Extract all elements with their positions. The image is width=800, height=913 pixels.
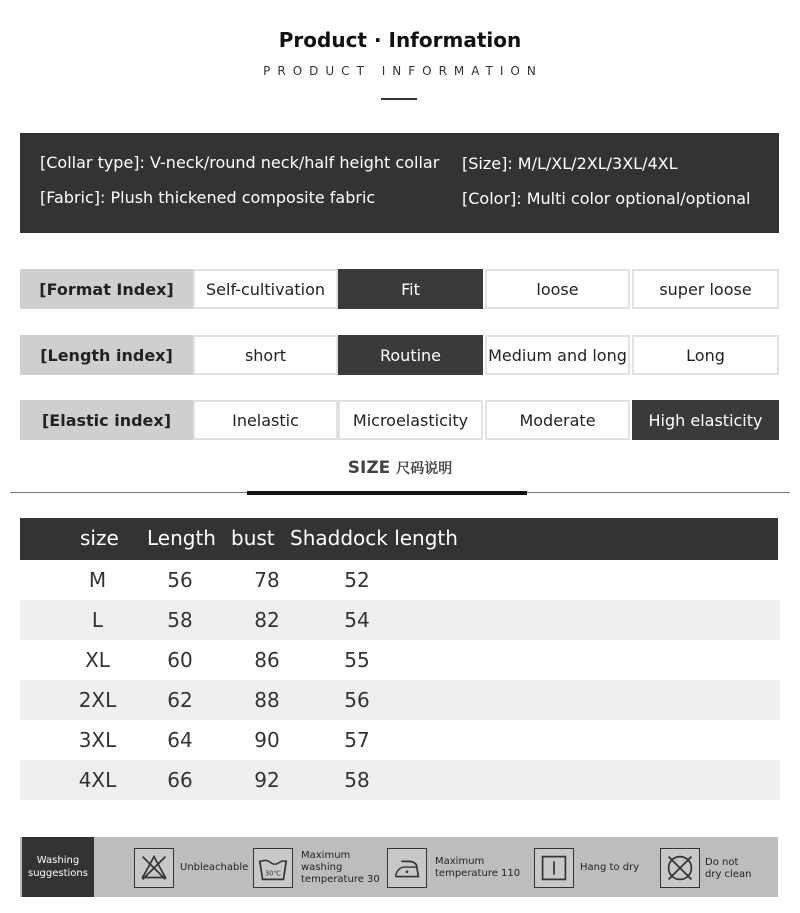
cell-bust: 92: [254, 768, 280, 792]
fabric-text: [Fabric]: Plush thickened composite fabric: [40, 188, 376, 207]
hang-dry-text: Hang to dry: [580, 862, 640, 873]
cell-shaddock-length: 56: [344, 688, 370, 712]
product-info-box: [20, 133, 779, 233]
col-header-size: size: [80, 526, 119, 550]
cell-size: L: [91, 608, 104, 632]
page-subtitle: PRODUCT INFORMATION: [263, 64, 543, 78]
length-index-row: [20, 335, 780, 377]
length-option: Medium and long: [485, 335, 630, 375]
hang-dry-icon: [534, 848, 574, 888]
color-text: [Color]: Multi color optional/optional: [462, 189, 751, 208]
cell-length: 56: [167, 568, 193, 592]
page-title: Product · Information: [278, 28, 522, 52]
cell-size: 2XL: [78, 688, 117, 712]
wash-30-text: Maximum washing temperature 30: [301, 850, 380, 885]
cell-shaddock-length: 58: [344, 768, 370, 792]
size-title-text: SIZE: [347, 458, 391, 478]
cell-length: 66: [167, 768, 193, 792]
length-option: Long: [632, 335, 779, 375]
cell-bust: 88: [254, 688, 280, 712]
no-bleach-text: Unbleachable: [180, 862, 249, 873]
cell-shaddock-length: 55: [344, 648, 370, 672]
no-dry-clean-icon: [660, 848, 700, 888]
format-index-row: [20, 269, 780, 311]
no-bleach-icon: [134, 848, 174, 888]
table-row: [20, 640, 780, 680]
wash-30-icon-text: 30℃: [265, 869, 281, 878]
cell-bust: 86: [254, 648, 280, 672]
format-option: Self-cultivation: [193, 269, 338, 309]
collar-type-text: [Collar type]: V-neck/round neck/half height collar: [40, 153, 440, 172]
cell-length: 60: [167, 648, 193, 672]
elastic-option: Moderate: [485, 400, 630, 440]
cell-shaddock-length: 54: [344, 608, 370, 632]
size-range-text: [Size]: M/L/XL/2XL/3XL/4XL: [462, 154, 678, 173]
cell-shaddock-length: 57: [344, 728, 370, 752]
cell-length: 64: [167, 728, 193, 752]
cell-size: 3XL: [78, 728, 117, 752]
cell-bust: 82: [254, 608, 280, 632]
table-row: [20, 760, 780, 800]
table-row: [20, 600, 780, 640]
elastic-option: Microelasticity: [338, 400, 483, 440]
elastic-option-selected: High elasticity: [632, 400, 779, 440]
cell-size: XL: [85, 648, 110, 672]
elastic-option: Inelastic: [193, 400, 338, 440]
size-table-header: [20, 518, 778, 560]
size-title-zh: 尺码说明: [396, 461, 453, 477]
cell-bust: 90: [254, 728, 280, 752]
elastic-index-label: [Elastic index]: [20, 400, 193, 440]
table-row: [20, 680, 780, 720]
col-header-shaddock-length: Shaddock length: [290, 526, 458, 550]
length-option-selected: Routine: [338, 335, 483, 375]
format-option: loose: [485, 269, 630, 309]
col-header-bust: bust: [231, 526, 275, 550]
cell-shaddock-length: 52: [344, 568, 370, 592]
table-row: [20, 720, 780, 760]
washing-suggestions-label: [22, 837, 94, 897]
size-divider-accent: [247, 491, 527, 495]
cell-length: 58: [167, 608, 193, 632]
table-row: [20, 560, 780, 600]
washing-label-text: Washing suggestions: [28, 854, 88, 879]
washing-suggestions-bar: [20, 837, 778, 897]
no-dry-clean-text: Do not dry clean: [705, 857, 752, 880]
col-header-length: Length: [147, 526, 216, 550]
size-section-title: [0, 458, 800, 478]
format-option-selected: Fit: [338, 269, 483, 309]
cell-size: 4XL: [78, 768, 117, 792]
cell-length: 62: [167, 688, 193, 712]
cell-bust: 78: [254, 568, 280, 592]
elastic-index-row: [20, 400, 780, 442]
wash-30-icon: [253, 848, 293, 888]
format-index-label: [Format Index]: [20, 269, 193, 309]
length-index-label: [Length index]: [20, 335, 193, 375]
iron-icon: [387, 848, 427, 888]
length-option: short: [193, 335, 338, 375]
title-divider: [381, 98, 417, 100]
cell-size: M: [88, 568, 107, 592]
format-option: super loose: [632, 269, 779, 309]
iron-text: Maximum temperature 110: [435, 856, 521, 879]
